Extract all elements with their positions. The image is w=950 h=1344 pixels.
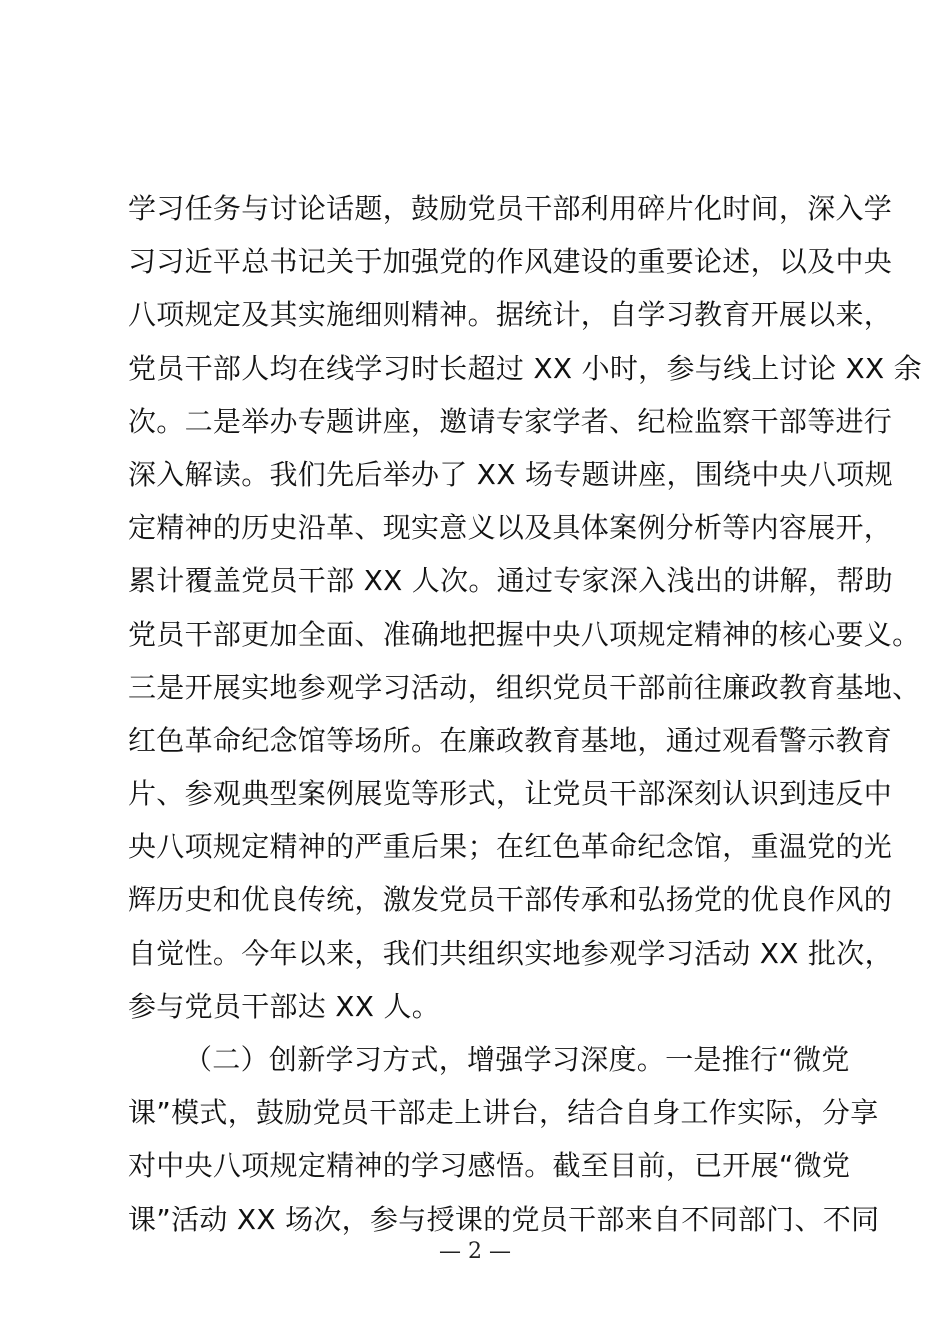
text-line: 片、参观典型案例展览等形式，让党员干部深刻认识到违反中 bbox=[128, 777, 893, 811]
text-line: 累计覆盖党员干部 XX 人次。通过专家深入浅出的讲解，帮助 bbox=[128, 564, 893, 598]
text-line: 辉历史和优良传统，激发党员干部传承和弘扬党的优良作风的 bbox=[128, 883, 893, 917]
text-line: 三是开展实地参观学习活动，组织党员干部前往廉政教育基地、 bbox=[128, 670, 921, 704]
text-line: 参与党员干部达 XX 人。 bbox=[128, 989, 441, 1023]
text-line: 自觉性。今年以来，我们共组织实地参观学习活动 XX 批次， bbox=[128, 936, 893, 970]
text-line: 对中央八项规定精神的学习感悟。截至目前，已开展“微党 bbox=[128, 1149, 851, 1183]
body-text bbox=[128, 182, 922, 1246]
text-line: 学习任务与讨论话题，鼓励党员干部利用碎片化时间，深入学 bbox=[128, 192, 893, 225]
text-line: 红色革命纪念馆等场所。在廉政教育基地，通过观看警示教育 bbox=[128, 723, 893, 757]
text-line: 课”模式，鼓励党员干部走上讲台，结合自身工作实际，分享 bbox=[128, 1096, 879, 1130]
text-line: 八项规定及其实施细则精神。据统计，自学习教育开展以来， bbox=[128, 298, 893, 332]
section-heading-line: （二）创新学习方式，增强学习深度。一是推行“微党 bbox=[184, 1043, 850, 1076]
page-number: — 2 — bbox=[439, 1239, 511, 1264]
text-line: 党员干部人均在线学习时长超过 XX 小时，参与线上讨论 XX 余 bbox=[128, 351, 922, 385]
text-line: 深入解读。我们先后举办了 XX 场专题讲座，围绕中央八项规 bbox=[128, 457, 893, 491]
text-line: 党员干部更加全面、准确地把握中央八项规定精神的核心要义。 bbox=[128, 617, 921, 651]
text-line: 次。二是举办专题讲座，邀请专家学者、纪检监察干部等进行 bbox=[128, 404, 893, 438]
text-line: 定精神的历史沿革、现实意义以及具体案例分析等内容展开， bbox=[128, 511, 893, 545]
text-line: 课”活动 XX 场次，参与授课的党员干部来自不同部门、不同 bbox=[128, 1202, 880, 1236]
text-line: 习习近平总书记关于加强党的作风建设的重要论述，以及中央 bbox=[128, 245, 893, 279]
text-line: 央八项规定精神的严重后果；在红色革命纪念馆，重温党的光 bbox=[128, 830, 893, 864]
